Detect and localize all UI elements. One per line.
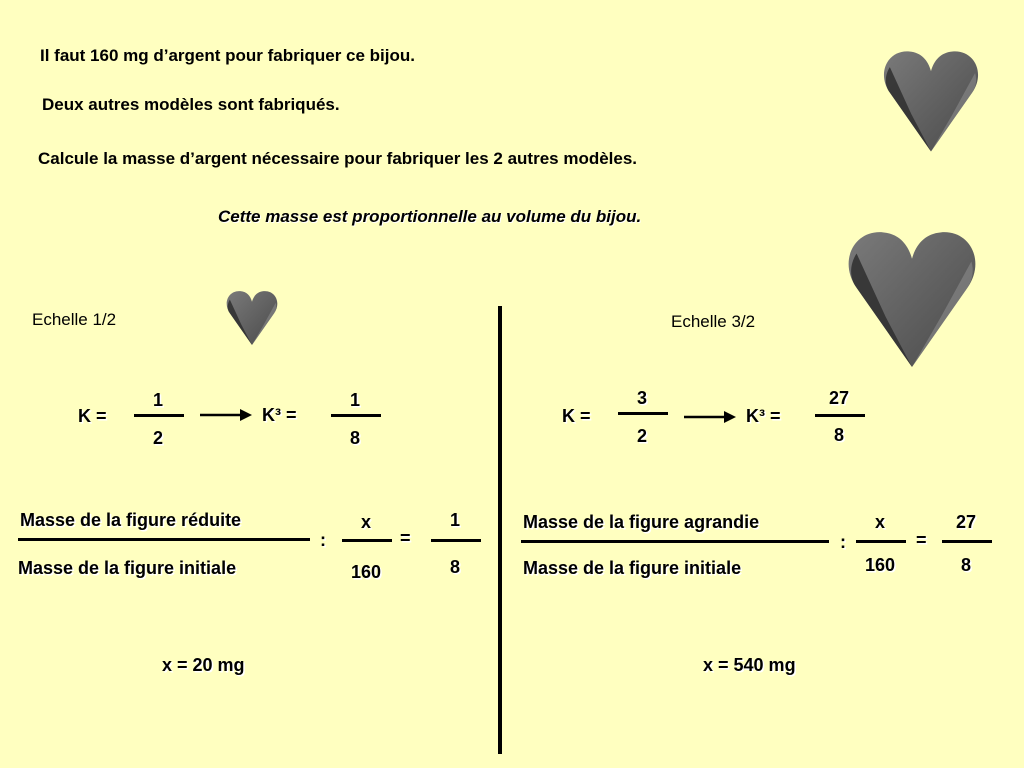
- right-x-fraction-bar: [856, 540, 906, 543]
- right-k-numerator: 3: [636, 388, 647, 408]
- left-ratio-bar: [18, 538, 310, 541]
- heart-icon: [224, 288, 280, 346]
- column-divider: [498, 306, 502, 754]
- right-k3-label: K³ =: [746, 406, 781, 426]
- intro-line-3: Calcule la masse d’argent nécessaire pour fabriquer les 2 autres modèles.: [38, 149, 638, 168]
- right-colon: :: [840, 532, 846, 552]
- right-ratio-numerator: Masse de la figure agrandie: [523, 512, 760, 532]
- right-ratio-denominator: Masse de la figure initiale: [523, 558, 742, 578]
- right-k3-denominator: 8: [833, 425, 844, 445]
- left-k3-denominator: 8: [349, 428, 360, 448]
- left-equals: =: [400, 528, 411, 548]
- right-result: x = 540 mg: [703, 655, 796, 675]
- left-result: x = 20 mg: [162, 655, 245, 675]
- left-ratio-denominator: Masse de la figure initiale: [18, 558, 237, 578]
- left-k3-numerator: 1: [349, 390, 360, 410]
- left-k-fraction-bar: [134, 414, 184, 417]
- heart-icon: [846, 216, 978, 378]
- right-scale-label: Echelle 3/2: [671, 312, 756, 331]
- right-equals: =: [916, 530, 927, 550]
- left-r-denominator: 8: [449, 557, 460, 577]
- left-k-label: K =: [78, 406, 107, 426]
- right-k-denominator: 2: [636, 426, 647, 446]
- right-k-label: K =: [562, 406, 591, 426]
- left-x-denominator: 160: [350, 562, 382, 582]
- right-r-numerator: 27: [955, 512, 977, 532]
- heart-icon: [882, 42, 980, 157]
- left-k3-label: K³ =: [262, 405, 297, 425]
- right-k-fraction-bar: [618, 412, 668, 415]
- left-k3-fraction-bar: [331, 414, 381, 417]
- left-r-numerator: 1: [449, 510, 460, 530]
- left-x-fraction-bar: [342, 539, 392, 542]
- right-x-numerator: x: [874, 512, 885, 532]
- right-x-denominator: 160: [864, 555, 896, 575]
- right-r-denominator: 8: [960, 555, 971, 575]
- left-arrow-icon: [200, 408, 252, 422]
- right-r-fraction-bar: [942, 540, 992, 543]
- left-ratio-numerator: Masse de la figure réduite: [20, 510, 242, 530]
- left-k-denominator: 2: [152, 428, 163, 448]
- right-arrow-icon: [684, 410, 736, 424]
- left-colon: :: [320, 530, 326, 550]
- left-r-fraction-bar: [431, 539, 481, 542]
- left-scale-label: Echelle 1/2: [32, 310, 117, 329]
- left-k-numerator: 1: [152, 390, 163, 410]
- intro-line-2: Deux autres modèles sont fabriqués.: [42, 95, 340, 114]
- right-ratio-bar: [521, 540, 829, 543]
- right-k3-fraction-bar: [815, 414, 865, 417]
- proportionality-note: Cette masse est proportionnelle au volume du bijou.: [218, 207, 642, 226]
- left-x-numerator: x: [360, 512, 371, 532]
- intro-line-1: Il faut 160 mg d’argent pour fabriquer ce bijou.: [40, 46, 415, 65]
- right-k3-numerator: 27: [828, 388, 850, 408]
